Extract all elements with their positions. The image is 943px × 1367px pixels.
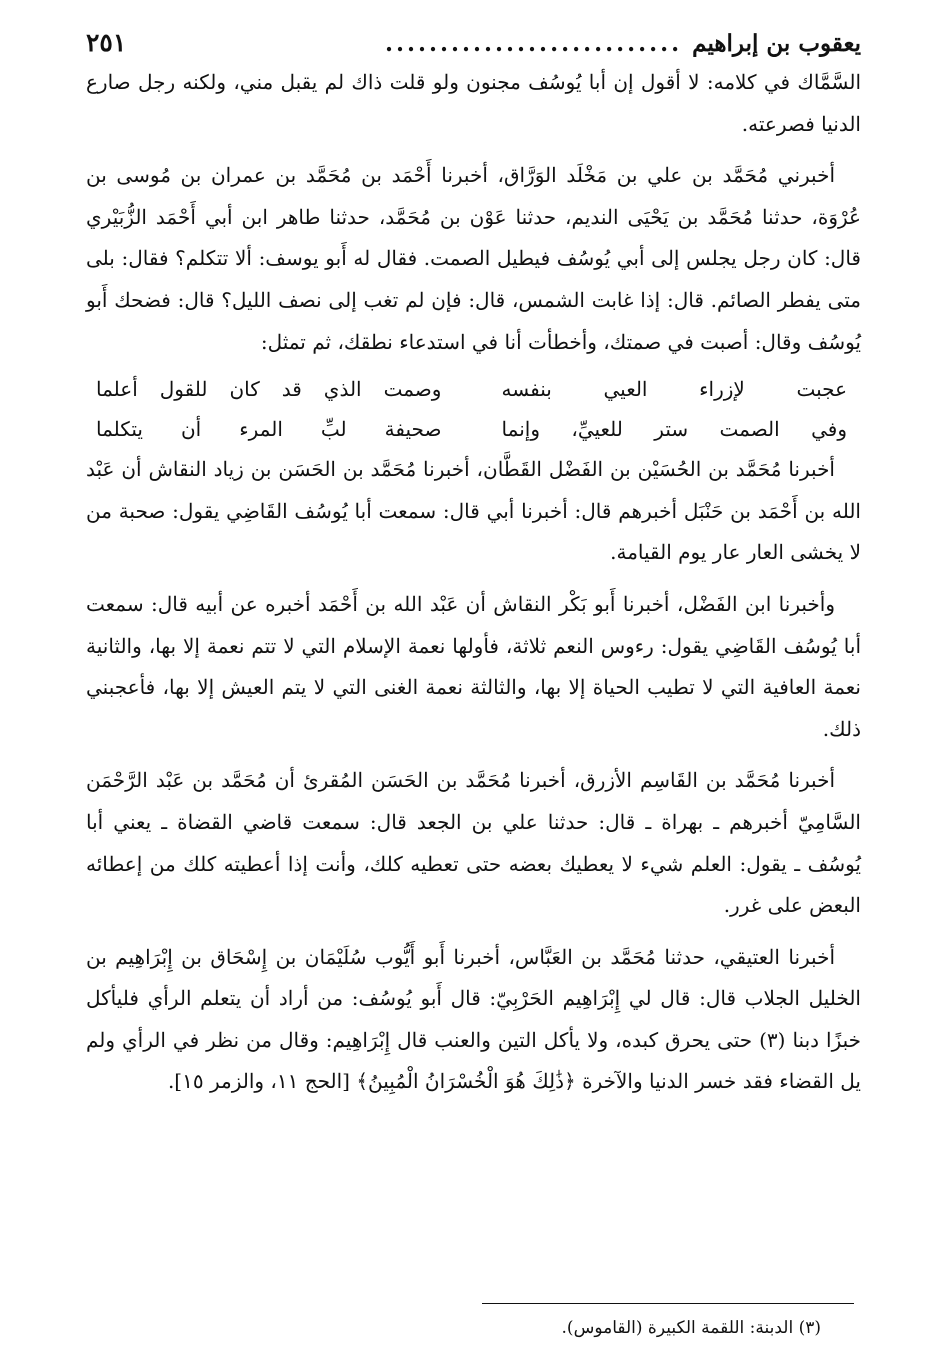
poem-verse: [86, 409, 861, 449]
paragraph: وأخبرنا ابن الفَضْل، أخبرنا أَبو بَكْر النقاش أن عَبْد الله بن أَحْمَد أخبره عن أبيه قال: سمعت أبا يُوسُف القَاضِي يقول: رءوس النعم ثلاثة، فأولها نعمة الإسلام التي لا تتم نعمة إلا بها، والثانية نعمة العافية التي لا تطيب الحياة إلا بها، والثالثة نعمة الغنى التي لا يتم العيش إلا بها، فأعجبني ذلك.: [86, 591, 861, 741]
paragraph: أخبرني مُحَمَّد بن علي بن مَخْلَد الوَرَّاق، أخبرنا أَحْمَد بن مُحَمَّد بن عمران بن مُوسى بن عُرْوَة، حدثنا مُحَمَّد بن يَحْيَى النديم، حدثنا عَوْن بن مُحَمَّد، حدثنا طاهر ابن أبي أَحْمَد الزُّبَيْري قال: كان رجل يجلس إلى أبي يُوسُف فيطيل الصمت. فقال له أَبو يوسف: ألا تتكلم؟ فقال: بلى متى يفطر الصائم. قال: إذا غابت الشمس، قال: فإن لم تغب إلى نصف الليل؟ قال: فضحك أَبو يُوسُف وقال: أصبت في صمتك، وأخطأت أنا في استدعاء نطقك، ثم تمثل:: [86, 163, 861, 354]
paragraph: أخبرنا العتيقي، حدثنا مُحَمَّد بن العَبَّاس، أخبرنا أَبو أَيُّوب سُلَيْمَان بن إِسْحَاق بن إِبْرَاهِيم بن الخليل الجلاب قال: قال لي إِبْرَاهِيم الحَرْبِيّ: قال أَبو يُوسُف: من أراد أن يتعلم الرأي فليأكل خبزًا دبنا (٣) حتى يحرق كبده، ولا يأكل التين والعنب قال إِبْرَاهِيم: وقال من نظر في الرأي ولم يل القضاء فقد خسر الدنيا والآخرة ﴿ذَٰلِكَ هُوَ الْخُسْرَانُ الْمُبِينُ﴾ [الحج ١١، والزمر ١٥].: [86, 944, 862, 1094]
running-header: [86, 28, 861, 62]
paragraph: أخبرنا مُحَمَّد بن الحُسَيْن بن الفَضْل القَطَّان، أخبرنا مُحَمَّد بن الحَسَن بن زياد النقاش أن عَبْد الله بن أَحْمَد بن حَنْبَل أخبرهم قال: أخبرنا أبي قال: سمعت أبا يُوسُف القَاضِي يقول: صحبة من لا يخشى العار عار يوم القيامة.: [86, 457, 861, 565]
leader-dots: ...........................: [384, 30, 683, 57]
paragraph: أخبرنا مُحَمَّد بن القَاسِم الأزرق، أخبرنا مُحَمَّد بن الحَسَن المُقرئ أن مُحَمَّد بن عَبْد الرَّحْمَن السَّامِيّ أخبرهم ـ بهراة ـ قال: حدثنا علي بن الجعد قال: سمعت قاضي القضاة ـ يعني أبا يُوسُف ـ يقول: العلم شيء لا يعطيك بعضه حتى تعطيه كلك، وأنت إذا أعطيته كلك من إعطائه البعض على غرر.: [86, 768, 861, 918]
book-page: [86, 28, 861, 1103]
verse-second-hemistich: صحيفة لبِّ المرء أن يتكلما: [96, 417, 442, 442]
page-number: ٢٥١: [86, 28, 127, 57]
footnote: (٣) الدبنة: اللقمة الكبيرة (القاموس).: [561, 1318, 821, 1338]
verse-first-hemistich: عجبت لإزراء العيي بنفسه: [501, 377, 847, 402]
poem-verse: [86, 369, 861, 409]
paragraph: السَّمَّاك في كلامه: لا أقول إن أبا يُوسُف مجنون ولو قلت ذاك لم يقبل مني، ولكنه رجل صارع الدنيا فصرعته.: [86, 70, 861, 136]
poem: [86, 369, 861, 449]
footnote-separator: [482, 1303, 854, 1304]
verse-first-hemistich: وفي الصمت ستر للعييِّ، وإنما: [501, 417, 847, 442]
body-text: [86, 62, 861, 1103]
verse-second-hemistich: وصمت الذي قد كان للقول أعلما: [96, 377, 442, 402]
chapter-title: يعقوب بن إبراهيم: [692, 30, 861, 57]
